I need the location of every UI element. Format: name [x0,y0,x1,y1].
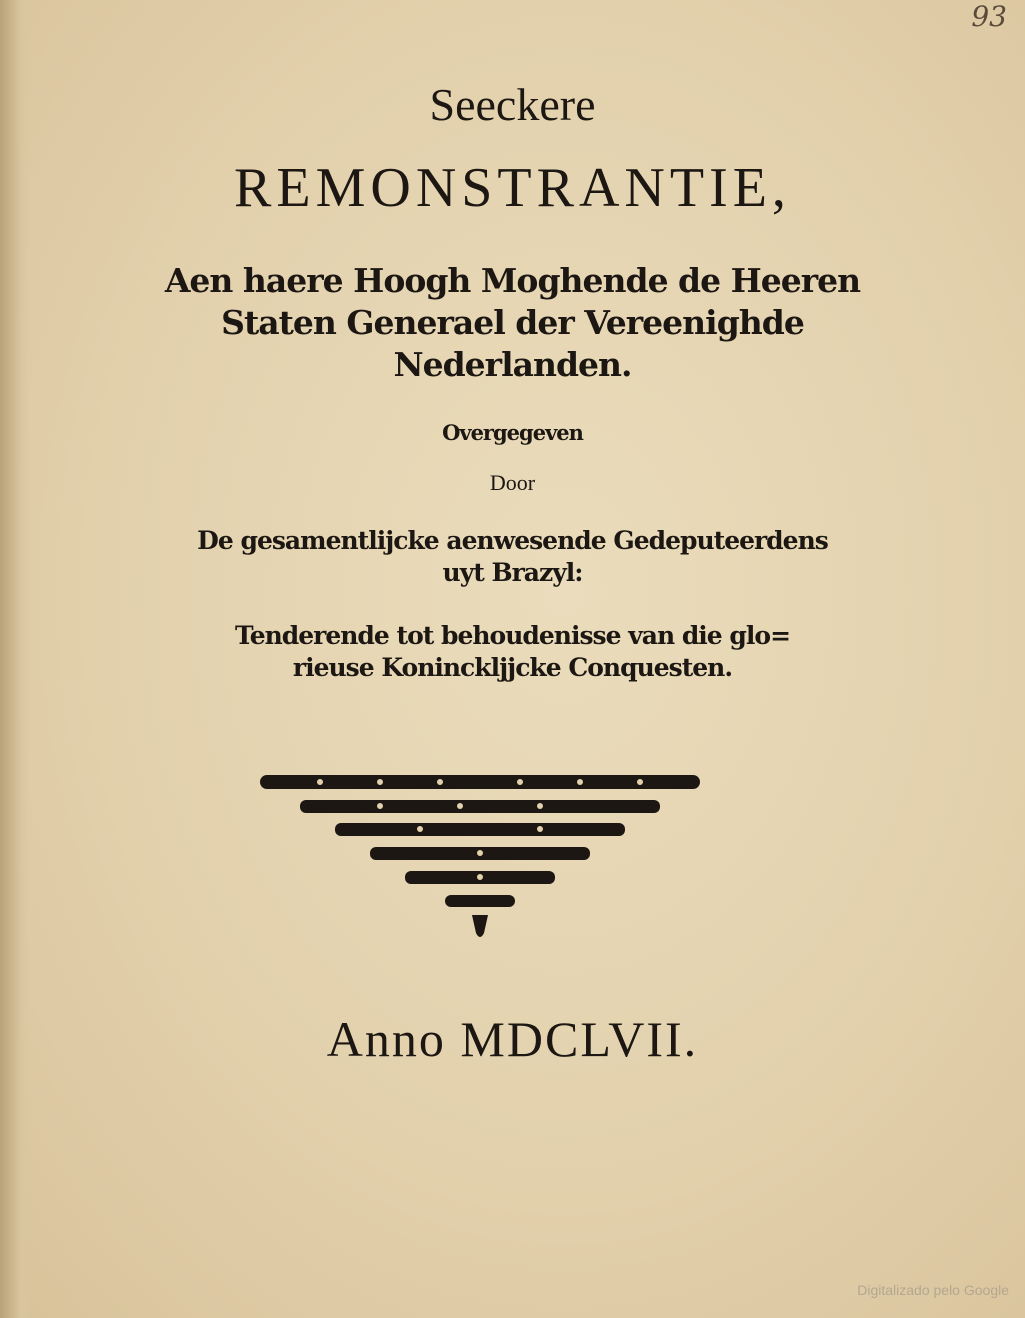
handwritten-page-number: 93 [971,0,1007,33]
ornament-icon [260,765,700,965]
purpose-block [0,620,1025,684]
address-line: Nederlanden. [393,345,632,384]
google-watermark: Digitalizado pelo Google [857,1282,1009,1298]
authors-line: uyt Brazyl: [442,558,583,587]
by-text: Door [489,470,536,495]
purpose-line: rieuse Koninckljjcke Conquesten. [292,653,733,682]
address-line: Staten Generael der Vereenighde [221,303,804,342]
title-line-1: Seeckere [429,79,596,130]
purpose-line: Tenderende tot behoudenisse van die glo= [234,621,791,650]
delivered-text: Overgegeven [442,420,583,445]
title-remonstrantie: REMONSTRANTIE, [234,157,791,219]
publication-year: Anno MDCLVII. [326,1011,699,1067]
authors-block [0,525,1025,589]
authors-line: De gesamentlijcke aenwesende Gedeputeerdens [197,526,828,555]
address-line: Aen haere Hoogh Moghende de Heeren [164,261,861,300]
address-block [0,260,1025,386]
